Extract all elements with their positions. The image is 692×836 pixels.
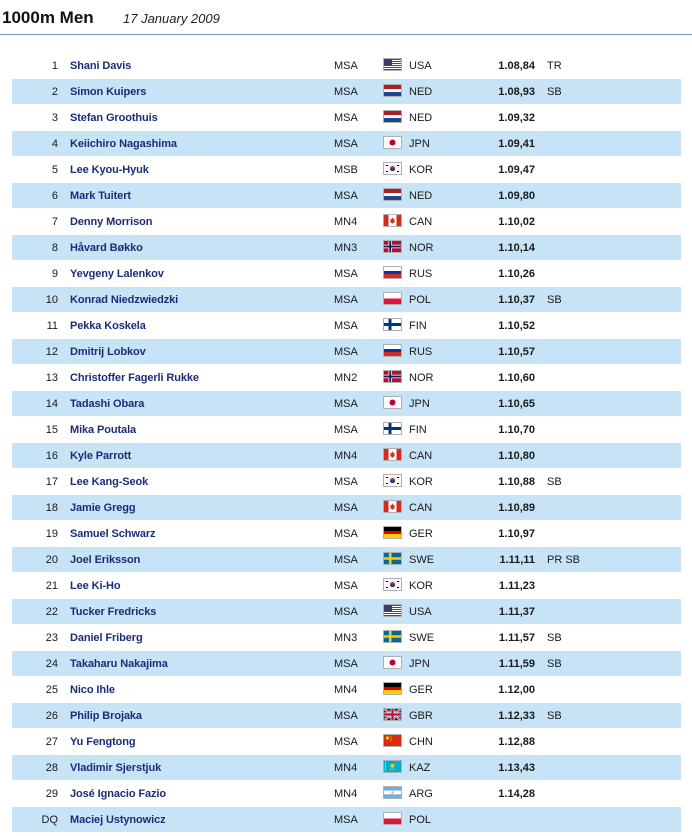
athlete-name: Lee Ki-Ho xyxy=(70,580,121,592)
table-row xyxy=(12,677,681,703)
table-row xyxy=(12,781,681,807)
category-cell: MN4 xyxy=(334,788,358,800)
category-cell: MN4 xyxy=(334,450,358,462)
category-cell: MN4 xyxy=(334,216,358,228)
country-code: POL xyxy=(409,814,432,826)
rank-cell: 22 xyxy=(45,606,58,618)
can-flag-icon xyxy=(383,214,402,227)
ger-flag-icon xyxy=(383,682,402,695)
table-row xyxy=(12,313,681,339)
country-code: USA xyxy=(409,606,432,618)
swe-flag-icon xyxy=(383,552,402,565)
time-cell: 1.12,88 xyxy=(498,736,535,748)
time-cell: 1.13,43 xyxy=(498,762,535,774)
athlete-name: Denny Morrison xyxy=(70,216,153,228)
time-cell: 1.12,33 xyxy=(498,710,535,722)
rank-cell: 24 xyxy=(45,658,58,670)
record-badge: SB xyxy=(547,658,562,670)
rank-cell: 29 xyxy=(45,788,58,800)
rank-cell: 14 xyxy=(45,398,58,410)
rank-cell: 10 xyxy=(45,294,58,306)
table-row xyxy=(12,209,681,235)
record-badge: SB xyxy=(547,294,562,306)
rank-cell: 23 xyxy=(45,632,58,644)
table-row xyxy=(12,469,681,495)
table-row xyxy=(12,287,681,313)
category-cell: MSA xyxy=(334,320,358,332)
country-code: NED xyxy=(409,86,433,98)
jpn-flag-icon xyxy=(383,656,402,669)
rus-flag-icon xyxy=(383,266,402,279)
time-cell: 1.09,80 xyxy=(498,190,535,202)
fin-flag-icon xyxy=(383,318,402,331)
rank-cell: 4 xyxy=(51,138,58,150)
country-code: CHN xyxy=(409,736,433,748)
country-code: GER xyxy=(409,684,433,696)
category-cell: MSA xyxy=(334,424,358,436)
rank-cell: DQ xyxy=(41,814,58,826)
athlete-name: Lee Kyou-Hyuk xyxy=(70,164,149,176)
athlete-name: Shani Davis xyxy=(70,60,132,72)
ned-flag-icon xyxy=(383,84,402,97)
category-cell: MSA xyxy=(334,112,358,124)
country-code: NED xyxy=(409,112,433,124)
athlete-name: José Ignacio Fazio xyxy=(70,788,167,800)
country-code: JPN xyxy=(409,138,430,150)
category-cell: MSA xyxy=(334,190,358,202)
athlete-name: Daniel Friberg xyxy=(70,632,143,644)
country-code: SWE xyxy=(409,632,435,644)
country-code: KOR xyxy=(409,580,433,592)
athlete-name: Christoffer Fagerli Rukke xyxy=(70,372,199,384)
time-cell: 1.11,57 xyxy=(498,632,535,644)
results-table xyxy=(12,53,681,833)
table-row xyxy=(12,729,681,755)
time-cell: 1.09,41 xyxy=(498,138,535,150)
category-cell: MSA xyxy=(334,814,358,826)
rank-cell: 2 xyxy=(51,86,58,98)
jpn-flag-icon xyxy=(383,136,402,149)
table-row xyxy=(12,79,681,105)
country-code: CAN xyxy=(409,450,433,462)
record-badge: SB xyxy=(547,632,562,644)
rank-cell: 1 xyxy=(51,60,58,72)
kor-flag-icon xyxy=(383,578,402,591)
athlete-name: Pekka Koskela xyxy=(70,320,146,332)
time-cell: 1.08,93 xyxy=(498,86,535,98)
athlete-name: Keiichiro Nagashima xyxy=(70,138,177,150)
time-cell: 1.10,80 xyxy=(498,450,535,462)
rank-cell: 16 xyxy=(45,450,58,462)
time-cell: 1.11,23 xyxy=(498,580,535,592)
category-cell: MSA xyxy=(334,398,358,410)
can-flag-icon xyxy=(383,500,402,513)
country-code: FIN xyxy=(409,320,427,332)
record-badge: SB xyxy=(547,86,562,98)
swe-flag-icon xyxy=(383,630,402,643)
athlete-name: Maciej Ustynowicz xyxy=(70,814,166,826)
table-row xyxy=(12,261,681,287)
table-row xyxy=(12,417,681,443)
table-row xyxy=(12,157,681,183)
category-cell: MSA xyxy=(334,86,358,98)
rank-cell: 27 xyxy=(45,736,58,748)
rank-cell: 20 xyxy=(45,554,58,566)
country-code: FIN xyxy=(409,424,427,436)
category-cell: MSA xyxy=(334,528,358,540)
country-code: KOR xyxy=(409,164,433,176)
can-flag-icon xyxy=(383,448,402,461)
ned-flag-icon xyxy=(383,110,402,123)
time-cell: 1.10,14 xyxy=(498,242,535,254)
athlete-name: Mark Tuitert xyxy=(70,190,131,202)
kor-flag-icon xyxy=(383,474,402,487)
athlete-name: Håvard Bøkko xyxy=(70,242,143,254)
table-row xyxy=(12,339,681,365)
time-cell: 1.14,28 xyxy=(498,788,535,800)
athlete-name: Yevgeny Lalenkov xyxy=(70,268,164,280)
jpn-flag-icon xyxy=(383,396,402,409)
table-row xyxy=(12,651,681,677)
record-badge: TR xyxy=(547,60,562,72)
time-cell: 1.11,37 xyxy=(498,606,535,618)
category-cell: MSA xyxy=(334,502,358,514)
category-cell: MSA xyxy=(334,710,358,722)
rank-cell: 18 xyxy=(45,502,58,514)
category-cell: MSA xyxy=(334,268,358,280)
country-code: POL xyxy=(409,294,432,306)
country-code: KAZ xyxy=(409,762,431,774)
athlete-name: Takaharu Nakajima xyxy=(70,658,168,670)
country-code: GBR xyxy=(409,710,433,722)
time-cell: 1.11,59 xyxy=(498,658,535,670)
athlete-name: Kyle Parrott xyxy=(70,450,132,462)
usa-flag-icon xyxy=(383,58,402,71)
time-cell: 1.08,84 xyxy=(498,60,535,72)
event-date: 17 January 2009 xyxy=(123,11,220,26)
time-cell: 1.10,97 xyxy=(498,528,535,540)
category-cell: MSA xyxy=(334,294,358,306)
time-cell: 1.09,47 xyxy=(498,164,535,176)
rank-cell: 12 xyxy=(45,346,58,358)
category-cell: MN3 xyxy=(334,242,358,254)
athlete-name: Nico Ihle xyxy=(70,684,115,696)
table-row xyxy=(12,755,681,781)
athlete-name: Simon Kuipers xyxy=(70,86,147,98)
time-cell: 1.10,57 xyxy=(498,346,535,358)
rank-cell: 28 xyxy=(45,762,58,774)
table-row xyxy=(12,105,681,131)
category-cell: MN4 xyxy=(334,762,358,774)
table-row xyxy=(12,703,681,729)
time-cell: 1.10,37 xyxy=(498,294,535,306)
nor-flag-icon xyxy=(383,370,402,383)
country-code: SWE xyxy=(409,554,435,566)
rank-cell: 17 xyxy=(45,476,58,488)
rank-cell: 7 xyxy=(51,216,58,228)
time-cell: 1.10,89 xyxy=(498,502,535,514)
time-cell: 1.10,52 xyxy=(498,320,535,332)
rank-cell: 25 xyxy=(45,684,58,696)
athlete-name: Lee Kang-Seok xyxy=(70,476,149,488)
athlete-name: Dmitrij Lobkov xyxy=(70,346,146,358)
country-code: ARG xyxy=(409,788,433,800)
ger-flag-icon xyxy=(383,526,402,539)
pol-flag-icon xyxy=(383,812,402,825)
rank-cell: 13 xyxy=(45,372,58,384)
table-row xyxy=(12,495,681,521)
country-code: JPN xyxy=(409,398,430,410)
results-header xyxy=(0,0,692,35)
country-code: NOR xyxy=(409,242,434,254)
time-cell: 1.11,11 xyxy=(499,554,535,566)
athlete-name: Tadashi Obara xyxy=(70,398,145,410)
table-row xyxy=(12,131,681,157)
athlete-name: Stefan Groothuis xyxy=(70,112,158,124)
table-row xyxy=(12,53,681,79)
chn-flag-icon xyxy=(383,734,402,747)
rus-flag-icon xyxy=(383,344,402,357)
kor-flag-icon xyxy=(383,162,402,175)
usa-flag-icon xyxy=(383,604,402,617)
kaz-flag-icon xyxy=(383,760,402,773)
rank-cell: 8 xyxy=(51,242,58,254)
category-cell: MSA xyxy=(334,736,358,748)
table-row xyxy=(12,807,681,833)
country-code: USA xyxy=(409,60,432,72)
athlete-name: Konrad Niedzwiedzki xyxy=(70,294,179,306)
pol-flag-icon xyxy=(383,292,402,305)
page-title: 1000m Men xyxy=(2,8,94,27)
athlete-name: Mika Poutala xyxy=(70,424,137,436)
athlete-name: Jamie Gregg xyxy=(70,502,136,514)
rank-cell: 19 xyxy=(45,528,58,540)
time-cell: 1.10,88 xyxy=(498,476,535,488)
gbr-flag-icon xyxy=(383,708,402,721)
rank-cell: 15 xyxy=(45,424,58,436)
rank-cell: 6 xyxy=(51,190,58,202)
category-cell: MN2 xyxy=(334,372,358,384)
athlete-name: Vladimir Sjerstjuk xyxy=(70,762,162,774)
category-cell: MSB xyxy=(334,164,358,176)
rank-cell: 11 xyxy=(46,320,58,332)
category-cell: MSA xyxy=(334,554,358,566)
rank-cell: 9 xyxy=(51,268,58,280)
country-code: NED xyxy=(409,190,433,202)
arg-flag-icon xyxy=(383,786,402,799)
table-row xyxy=(12,599,681,625)
table-row xyxy=(12,391,681,417)
record-badge: SB xyxy=(547,710,562,722)
table-row xyxy=(12,443,681,469)
record-badge: SB xyxy=(547,476,562,488)
country-code: KOR xyxy=(409,476,433,488)
country-code: NOR xyxy=(409,372,434,384)
category-cell: MSA xyxy=(334,138,358,150)
category-cell: MSA xyxy=(334,606,358,618)
time-cell: 1.12,00 xyxy=(498,684,535,696)
country-code: RUS xyxy=(409,268,433,280)
country-code: RUS xyxy=(409,346,433,358)
category-cell: MSA xyxy=(334,60,358,72)
time-cell: 1.10,26 xyxy=(498,268,535,280)
rank-cell: 26 xyxy=(45,710,58,722)
category-cell: MN4 xyxy=(334,684,358,696)
ned-flag-icon xyxy=(383,188,402,201)
table-row xyxy=(12,625,681,651)
time-cell: 1.10,60 xyxy=(498,372,535,384)
time-cell: 1.10,65 xyxy=(498,398,535,410)
category-cell: MSA xyxy=(334,580,358,592)
country-code: CAN xyxy=(409,502,433,514)
athlete-name: Tucker Fredricks xyxy=(70,606,157,618)
table-row xyxy=(12,365,681,391)
athlete-name: Philip Brojaka xyxy=(70,710,142,722)
country-code: CAN xyxy=(409,216,433,228)
table-row xyxy=(12,235,681,261)
record-badge: PR SB xyxy=(547,554,581,566)
category-cell: MSA xyxy=(334,346,358,358)
rank-cell: 21 xyxy=(45,580,58,592)
athlete-name: Samuel Schwarz xyxy=(70,528,156,540)
rank-cell: 3 xyxy=(51,112,58,124)
nor-flag-icon xyxy=(383,240,402,253)
time-cell: 1.10,70 xyxy=(498,424,535,436)
athlete-name: Yu Fengtong xyxy=(70,736,136,748)
time-cell: 1.09,32 xyxy=(498,112,535,124)
fin-flag-icon xyxy=(383,422,402,435)
time-cell: 1.10,02 xyxy=(498,216,535,228)
category-cell: MN3 xyxy=(334,632,358,644)
rank-cell: 5 xyxy=(51,164,58,176)
table-row xyxy=(12,547,681,573)
category-cell: MSA xyxy=(334,658,358,670)
table-row xyxy=(12,521,681,547)
athlete-name: Joel Eriksson xyxy=(70,554,141,566)
table-row xyxy=(12,573,681,599)
country-code: JPN xyxy=(409,658,430,670)
country-code: GER xyxy=(409,528,433,540)
table-row xyxy=(12,183,681,209)
category-cell: MSA xyxy=(334,476,358,488)
